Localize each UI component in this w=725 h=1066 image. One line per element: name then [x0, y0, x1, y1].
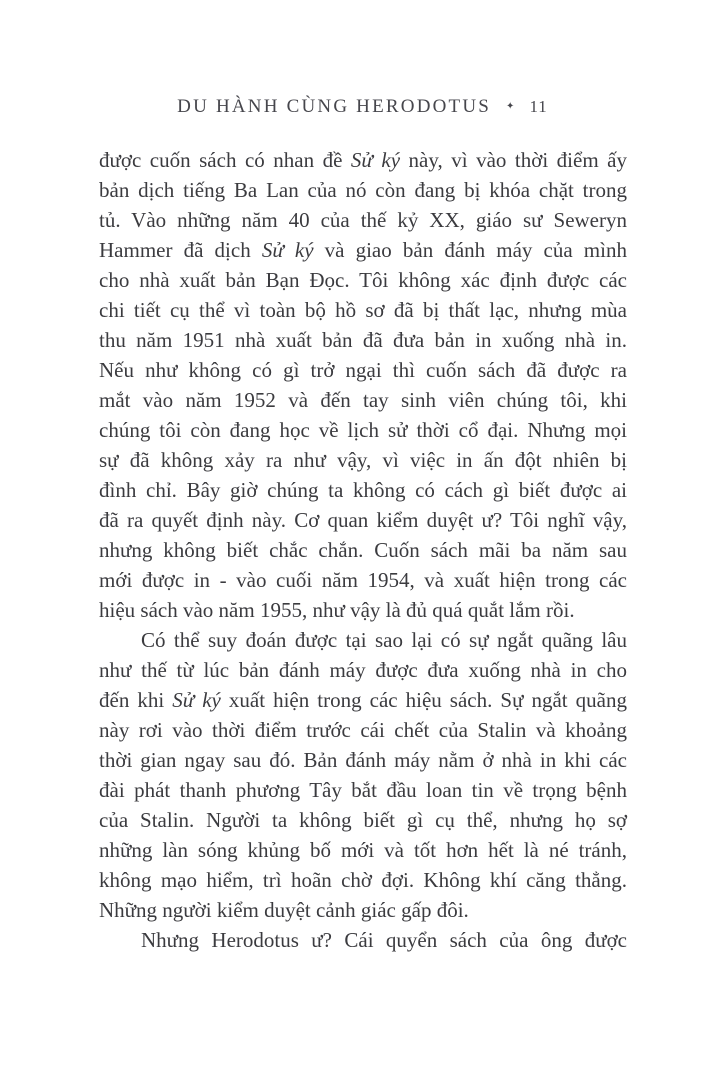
- text-line: [99, 235, 627, 265]
- text-segment: và giao bản đánh máy của mình: [313, 238, 627, 262]
- text-segment: Nhưng Herodotus ư? Cái quyển sách của ông được: [141, 928, 627, 952]
- italic-text-segment: Sử ký: [172, 688, 221, 712]
- text-segment: mắt vào năm 1952 và đến tay sinh viên chúng tôi, khi: [99, 388, 627, 412]
- text-segment: hiệu sách vào năm 1955, như vậy là đủ quá quắt lắm rồi.: [99, 598, 575, 622]
- text-line: [99, 355, 627, 385]
- text-segment: như thế từ lúc bản đánh máy được đưa xuống nhà in cho: [99, 658, 627, 682]
- text-line: [99, 475, 627, 505]
- diamond-separator-icon: ✦: [506, 101, 515, 112]
- text-line: [99, 655, 627, 685]
- text-segment: xuất hiện trong các hiệu sách. Sự ngắt quãng: [220, 688, 627, 712]
- text-line: [99, 685, 627, 715]
- text-segment: sự đã không xảy ra như vậy, vì việc in ấn đột nhiên bị: [99, 448, 627, 472]
- text-segment: không mạo hiểm, trì hoãn chờ đợi. Không khí căng thẳng.: [99, 868, 627, 892]
- text-line: [99, 325, 627, 355]
- text-segment: này rơi vào thời điểm trước cái chết của Stalin và khoảng: [99, 718, 627, 742]
- page-number: 11: [529, 97, 548, 116]
- text-line: [99, 835, 627, 865]
- italic-text-segment: Sử ký: [350, 148, 401, 172]
- page-body: [99, 145, 627, 955]
- text-line: [99, 295, 627, 325]
- text-segment: của Stalin. Người ta không biết gì cụ thể, nhưng họ sợ: [99, 808, 627, 832]
- text-line: [99, 715, 627, 745]
- text-segment: Hammer đã dịch: [99, 238, 262, 262]
- text-segment: đình chỉ. Bây giờ chúng ta không có cách gì biết được ai: [99, 478, 627, 502]
- text-line: [99, 175, 627, 205]
- text-segment: chúng tôi còn đang học về lịch sử thời cổ đại. Nhưng mọi: [99, 418, 627, 442]
- text-segment: Có thể suy đoán được tại sao lại có sự ngắt quãng lâu: [141, 628, 627, 652]
- text-segment: được cuốn sách có nhan đề: [99, 148, 351, 172]
- text-segment: những làn sóng khủng bố mới và tốt hơn hết là né tránh,: [99, 838, 627, 862]
- text-line: [99, 625, 627, 655]
- text-segment: Nếu như không có gì trở ngại thì cuốn sách đã được ra: [99, 358, 627, 382]
- italic-text-segment: Sử ký: [261, 238, 314, 262]
- text-line: [99, 385, 627, 415]
- text-segment: bản dịch tiếng Ba Lan của nó còn đang bị khóa chặt trong: [99, 178, 627, 202]
- text-segment: thu năm 1951 nhà xuất bản đã đưa bản in xuống nhà in.: [99, 328, 627, 352]
- text-line: [99, 535, 627, 565]
- text-segment: đã ra quyết định này. Cơ quan kiểm duyệt ư? Tôi nghĩ vậy,: [99, 508, 627, 532]
- text-line: [99, 775, 627, 805]
- text-segment: tủ. Vào những năm 40 của thế kỷ XX, giáo sư Seweryn: [99, 208, 627, 232]
- text-line: [99, 565, 627, 595]
- text-line: [99, 205, 627, 235]
- text-line: [99, 805, 627, 835]
- text-segment: thời gian ngay sau đó. Bản đánh máy nằm ở nhà in khi các: [99, 748, 627, 772]
- text-line: [99, 415, 627, 445]
- text-segment: này, vì vào thời điểm ấy: [400, 148, 627, 172]
- running-header: [0, 95, 725, 120]
- text-line: [99, 265, 627, 295]
- chapter-title: DU HÀNH CÙNG HERODOTUS: [177, 96, 492, 117]
- text-line: [99, 145, 627, 175]
- text-segment: nhưng không biết chắc chắn. Cuốn sách mãi ba năm sau: [99, 538, 627, 562]
- text-line: [99, 505, 627, 535]
- text-segment: đài phát thanh phương Tây bắt đầu loan tin về trọng bệnh: [99, 778, 627, 802]
- text-line: [99, 895, 627, 925]
- text-segment: đến khi: [99, 688, 173, 712]
- text-segment: cho nhà xuất bản Bạn Đọc. Tôi không xác định được các: [99, 268, 627, 292]
- text-segment: chi tiết cụ thể vì toàn bộ hồ sơ đã bị thất lạc, nhưng mùa: [99, 298, 627, 322]
- text-segment: Những người kiểm duyệt cảnh giác gấp đôi.: [99, 898, 469, 922]
- text-line: [99, 445, 627, 475]
- text-segment: mới được in - vào cuối năm 1954, và xuất hiện trong các: [99, 568, 627, 592]
- text-line: [99, 865, 627, 895]
- text-line: [99, 925, 627, 955]
- text-line: [99, 595, 627, 625]
- text-line: [99, 745, 627, 775]
